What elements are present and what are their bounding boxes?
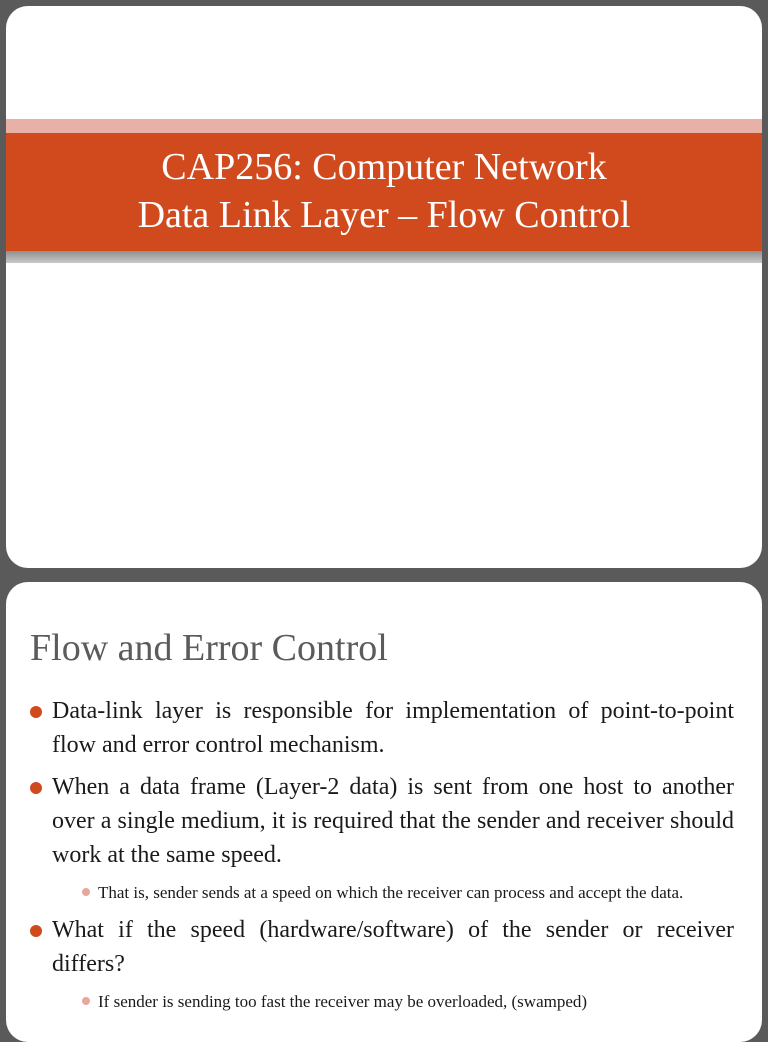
bullet-dot-icon [30,706,42,718]
slide-heading: Flow and Error Control [30,627,388,669]
bullet-list [26,694,734,1022]
bullet-text: Data-link layer is responsible for implementation of point-to-point flow and error control mechanism. [52,698,734,758]
bullet-dot-icon [30,925,42,937]
bullet-text: When a data frame (Layer-2 data) is sent from one host to another over a single medium, it is required that the sender and receiver should work at the same speed. [52,774,734,868]
sub-bullet-dot-icon [82,997,90,1005]
sub-bullet-text: That is, sender sends at a speed on which the receiver can process and accept the data. [98,883,684,902]
sub-bullet-item [26,880,734,905]
title-banner [6,133,762,251]
sub-bullet-text: If sender is sending too fast the receiver may be overloaded, (swamped) [98,992,588,1011]
sub-bullet-dot-icon [82,888,90,896]
banner-shadow-strip [6,251,762,263]
bullet-item [26,913,734,981]
slide-title-line-2: Data Link Layer – Flow Control [137,194,631,236]
title-slide [6,6,762,568]
bullet-item [26,694,734,762]
bullet-item [26,770,734,872]
banner-highlight-strip [6,119,762,133]
slide-title-line-1: CAP256: Computer Network [161,146,607,188]
bullet-dot-icon [30,782,42,794]
content-slide [6,582,762,1042]
sub-bullet-item [26,989,734,1014]
bullet-text: What if the speed (hardware/software) of the sender or receiver differs? [52,917,734,977]
